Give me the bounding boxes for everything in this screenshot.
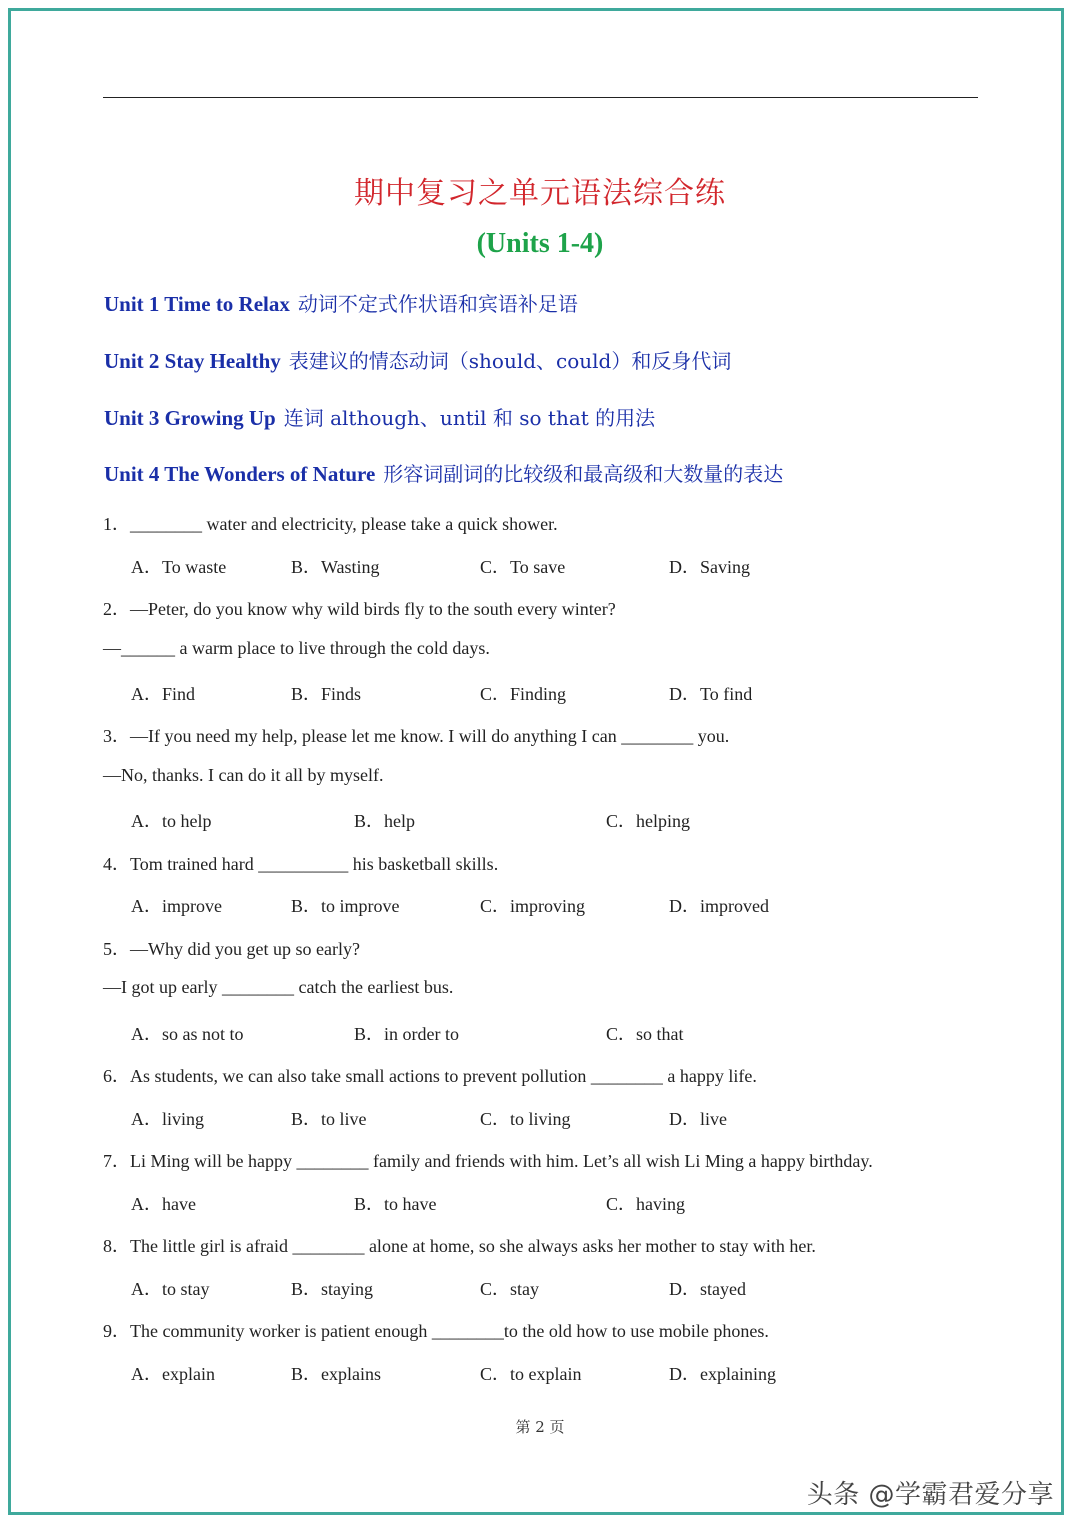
question-8-option-c[interactable]: C．stay (480, 1279, 540, 1299)
question-8-option-a[interactable]: A．to stay (131, 1279, 210, 1299)
watermark: 头条 @学霸君爱分享 (806, 1480, 1054, 1510)
question-2-text: 2．—Peter, do you know why wild birds fly to the south every winter? (103, 599, 616, 619)
unit-2-title: Unit 2 Stay Healthy (104, 349, 281, 373)
unit-4-title: Unit 4 The Wonders of Nature (104, 462, 376, 486)
question-6-text: 6．As students, we can also take small actions to prevent pollution ________ a happy life. (103, 1066, 757, 1086)
question-5-answer-line: —I got up early ________ catch the earliest bus. (103, 977, 454, 997)
question-8-text: 8．The little girl is afraid ________ alone at home, so she always asks her mother to stay with her. (103, 1236, 816, 1256)
question-1-option-c[interactable]: C．To save (480, 557, 566, 577)
unit-3-heading (104, 402, 655, 431)
question-1-option-a[interactable]: A．To waste (131, 557, 227, 577)
question-6-option-d[interactable]: D．live (669, 1109, 727, 1129)
question-2-option-a[interactable]: A．Find (131, 684, 196, 704)
question-2-option-c[interactable]: C．Finding (480, 684, 567, 704)
question-3-text: 3．—If you need my help, please let me know. I will do anything I can ________ you. (103, 726, 730, 746)
page-title: 期中复习之单元语法综合练 (354, 176, 726, 211)
unit-2-topic: 表建议的情态动词（should、could）和反身代词 (288, 349, 732, 373)
question-9-option-b[interactable]: B．explains (291, 1364, 381, 1384)
page-subtitle: (Units 1-4) (476, 228, 604, 259)
question-2-answer-line: —______ a warm place to live through the cold days. (103, 638, 490, 658)
unit-1-title: Unit 1 Time to Relax (104, 292, 290, 316)
question-5-option-a[interactable]: A．so as not to (131, 1024, 244, 1044)
unit-4-heading (104, 458, 783, 487)
question-4-option-d[interactable]: D．improved (669, 896, 769, 916)
question-8-option-d[interactable]: D．stayed (669, 1279, 746, 1299)
question-6-option-b[interactable]: B．to live (291, 1109, 367, 1129)
question-7-option-c[interactable]: C．having (606, 1194, 685, 1214)
question-9-option-a[interactable]: A．explain (131, 1364, 215, 1384)
question-9-option-d[interactable]: D．explaining (669, 1364, 776, 1384)
question-6-option-c[interactable]: C．to living (480, 1109, 571, 1129)
unit-1-topic: 动词不定式作状语和宾语补足语 (297, 292, 578, 316)
unit-1-heading (104, 288, 578, 317)
question-6-option-a[interactable]: A．living (131, 1109, 205, 1129)
question-5-option-b[interactable]: B．in order to (354, 1024, 459, 1044)
unit-3-title: Unit 3 Growing Up (104, 406, 276, 430)
question-1-option-d[interactable]: D．Saving (669, 557, 750, 577)
question-7-text: 7．Li Ming will be happy ________ family and friends with him. Let’s all wish Li Ming a happy birthday. (103, 1151, 873, 1171)
question-7-option-b[interactable]: B．to have (354, 1194, 437, 1214)
question-1-option-b[interactable]: B．Wasting (291, 557, 380, 577)
unit-2-heading (104, 345, 731, 374)
question-3-option-c[interactable]: C．helping (606, 811, 690, 831)
question-7-option-a[interactable]: A．have (131, 1194, 196, 1214)
question-4-option-c[interactable]: C．improving (480, 896, 586, 916)
question-3-answer-line: —No, thanks. I can do it all by myself. (103, 765, 384, 785)
question-2-option-d[interactable]: D．To find (669, 684, 753, 704)
question-1-text: 1．________ water and electricity, please take a quick shower. (103, 514, 558, 534)
question-9-text: 9．The community worker is patient enough ________to the old how to use mobile phones. (103, 1321, 769, 1341)
question-4-option-a[interactable]: A．improve (131, 896, 222, 916)
unit-4-topic: 形容词副词的比较级和最高级和大数量的表达 (383, 462, 784, 486)
question-4-text: 4．Tom trained hard __________ his basketball skills. (103, 854, 499, 874)
header-rule (103, 97, 978, 98)
question-9-option-c[interactable]: C．to explain (480, 1364, 582, 1384)
question-5-option-c[interactable]: C．so that (606, 1024, 684, 1044)
question-5-text: 5．—Why did you get up so early? (103, 939, 360, 959)
question-3-option-b[interactable]: B．help (354, 811, 415, 831)
unit-3-topic: 连词 although、until 和 so that 的用法 (283, 406, 656, 430)
question-4-option-b[interactable]: B．to improve (291, 896, 400, 916)
question-2-option-b[interactable]: B．Finds (291, 684, 362, 704)
page-number: 第 2 页 (515, 1418, 565, 1436)
question-8-option-b[interactable]: B．staying (291, 1279, 374, 1299)
question-3-option-a[interactable]: A．to help (131, 811, 212, 831)
